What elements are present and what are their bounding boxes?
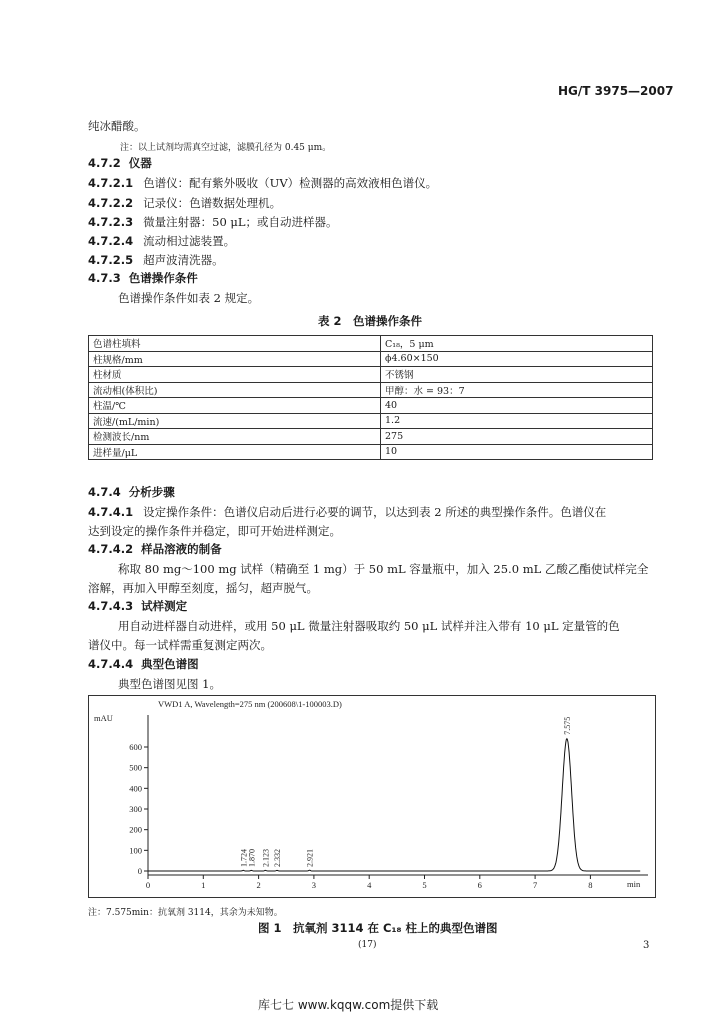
table-row [89,444,653,460]
section-heading-474 [88,484,175,500]
value-cell: 10 [381,444,653,460]
table-row [89,351,653,367]
table-row [89,367,653,383]
section-title: 分析步骤 [128,485,175,499]
item-text: 超声波清洗器。 [143,253,224,267]
item-number: 4.7.2.3 [88,215,134,229]
chart-footnote: 注：7.575min：抗氧剂 3114，其余为未知物。 [88,908,283,918]
param-cell: 柱温/℃ [89,398,381,414]
paragraph-text: 设定操作条件：色谱仪启动后进行必要的调节，以达到表 2 所述的典型操作条件。色谱仪在 [143,505,607,519]
section-heading-473 [88,270,198,286]
x-tick-label: 8 [588,880,593,890]
standard-code: HG/T 3975—2007 [558,84,674,98]
x-tick-label: 0 [145,880,151,890]
paragraph-text: 用自动进样器自动进样，或用 50 μL 微量注射器吸取约 50 μL 试样并注入带有 10 μL 定量管的色 [118,619,620,633]
peak-label: 1.870 [247,849,257,867]
peak-label: 1.724 [239,849,249,867]
section-title: 色谱操作条件 [128,271,198,285]
y-axis-label: mAU [94,713,113,723]
item-text: 记录仪：色谱数据处理机。 [143,196,282,210]
chart-axes [129,715,648,890]
table-row [89,382,653,398]
paragraph [88,503,606,521]
section-number: 4.7.4 [88,485,121,499]
item-number: 4.7.2.1 [88,176,134,190]
paragraph-text: 典型色谱图见图 1。 [118,677,221,691]
chromatogram-trace [148,739,640,871]
value-cell: 不锈钢 [381,367,653,383]
x-tick-label: 5 [422,880,427,890]
param-cell: 色谱柱填料 [89,336,381,352]
peak-label: 2.123 [261,849,271,867]
peak-labels [239,717,572,867]
section-text: 色谱操作条件如表 2 规定。 [118,291,260,305]
section-title: 仪器 [128,156,152,170]
x-tick-label: 3 [311,880,317,890]
section-heading-472 [88,155,152,171]
param-cell: 检测波长/nm [89,429,381,445]
section-title: 样品溶液的制备 [141,542,222,556]
section-title: 试样测定 [141,599,188,613]
item-number: 4.7.2.5 [88,253,134,267]
subsection-heading [88,656,199,672]
paragraph-continuation: 达到设定的操作条件并稳定，即可开始进样测定。 [88,524,341,538]
x-axis-label: min [627,879,641,889]
value-cell: C₁₈，5 μm [381,336,653,352]
figure-caption: 图 1 抗氧剂 3114 在 C₁₈ 柱上的典型色谱图 [258,921,498,935]
table-row [89,429,653,445]
param-cell: 流动相(体积比) [89,382,381,398]
param-cell: 柱规格/mm [89,351,381,367]
value-cell: ϕ4.60×150 [381,351,653,367]
value-cell: 40 [381,398,653,414]
chromatogram-chart [88,695,656,898]
list-item [88,251,224,269]
param-cell: 流速/(mL/min) [89,413,381,429]
section-title: 典型色谱图 [141,657,199,671]
value-cell: 甲醇：水 = 93：7 [381,382,653,398]
list-item [88,174,437,192]
y-tick-label: 500 [129,762,142,773]
param-cell: 进样量/μL [89,444,381,460]
download-footer: 库七七 www.kqqw.com提供下载 [258,998,439,1012]
x-tick-label: 1 [201,880,206,890]
item-text: 流动相过滤装置。 [143,234,236,248]
section-number: 4.7.4.4 [88,657,134,671]
conditions-table [88,335,653,460]
reagent-note: 注：以上试剂均需真空过滤，滤膜孔径为 0.45 μm。 [120,143,332,153]
x-tick-label: 7 [532,880,538,890]
list-item [88,194,281,212]
item-number: 4.7.2.4 [88,234,134,248]
page-number: 3 [643,940,650,951]
table-row [89,398,653,414]
value-cell: 1.2 [381,413,653,429]
subsection-heading [88,541,222,557]
y-tick-label: 0 [137,866,142,876]
paragraph-text: 称取 80 mg～100 mg 试样（精确至 1 mg）于 50 mL 容量瓶中，加入 25.0 mL 乙酸乙酯使试样完全 [118,562,649,576]
y-tick-label: 600 [129,742,142,752]
list-item [88,232,235,250]
item-number: 4.7.4.1 [88,505,134,519]
y-tick-label: 200 [129,824,142,835]
y-tick-label: 100 [129,845,142,856]
y-tick-label: 300 [129,804,142,814]
table-caption: 表 2 色谱操作条件 [318,314,423,328]
paragraph-continuation: 谱仪中。每一试样需重复测定两次。 [88,638,272,652]
x-tick-label: 6 [477,880,482,890]
peak-label: 2.921 [305,849,315,867]
x-tick-label: 2 [256,880,261,890]
paragraph-continuation: 溶解，再加入甲醇至刻度，摇匀，超声脱气。 [88,581,318,595]
param-cell: 柱材质 [89,367,381,383]
y-tick-label: 400 [129,783,142,794]
section-number: 4.7.4.2 [88,542,134,556]
section-number: 4.7.4.3 [88,599,134,613]
peak-label: 7.575 [562,716,572,735]
value-cell: 275 [381,429,653,445]
item-number: 4.7.2.2 [88,196,134,210]
item-text: 微量注射器：50 μL；或自动进样器。 [143,215,338,229]
subsection-heading [88,598,187,614]
chart-title: VWD1 A, Wavelength=275 nm (200608\1-100003.D) [158,699,342,709]
table-row [89,336,653,352]
section-number: 4.7.2 [88,156,121,170]
intro-line: 纯冰醋酸。 [88,119,146,133]
inner-page-number: (17) [358,940,377,950]
table-row [89,413,653,429]
x-tick-label: 4 [367,880,372,890]
section-number: 4.7.3 [88,271,121,285]
peak-label: 2.332 [272,849,282,867]
item-text: 色谱仪：配有紫外吸收（UV）检测器的高效液相色谱仪。 [143,176,438,190]
list-item [88,213,338,231]
